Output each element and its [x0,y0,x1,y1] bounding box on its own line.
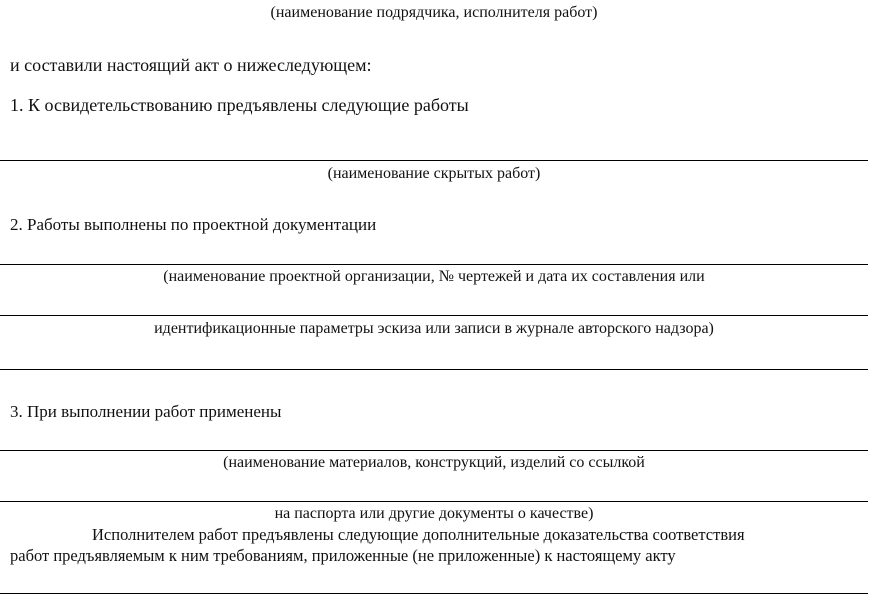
item-1-label: 1. К освидетельствованию предъявлены следующие работы [10,95,469,115]
contractor-caption: (наименование подрядчика, исполнителя работ) [270,4,598,21]
project-doc-line [0,264,868,265]
materials-docs-line [0,501,868,502]
item-2-label: 2. Работы выполнены по проектной документации [10,215,377,234]
materials-caption-1: (наименование материалов, конструкций, изделий со ссылкой [223,454,645,471]
hidden-works-caption: (наименование скрытых работ) [327,165,541,182]
item-3-label: 3. При выполнении работ применены [10,402,282,421]
materials-caption-2: на паспорта или другие документы о качестве) [274,505,594,522]
project-params-line [0,315,868,316]
evidence-line [0,593,868,594]
intro-line: и составили настоящий акт о нижеследующем: [10,55,372,75]
evidence-line-1: Исполнителем работ предъявлены следующие дополнительные доказательства соответствия [92,525,745,544]
separator-line [0,369,868,370]
materials-line [0,450,868,451]
hidden-works-line [0,160,868,161]
project-org-caption-1: (наименование проектной организации, № чертежей и дата их составления или [163,268,705,285]
project-org-caption-2: идентификационные параметры эскиза или записи в журнале авторского надзора) [154,320,714,337]
evidence-line-2: работ предъявляемым к ним требованиям, приложенные (не приложенные) к настоящему акту [10,546,676,565]
